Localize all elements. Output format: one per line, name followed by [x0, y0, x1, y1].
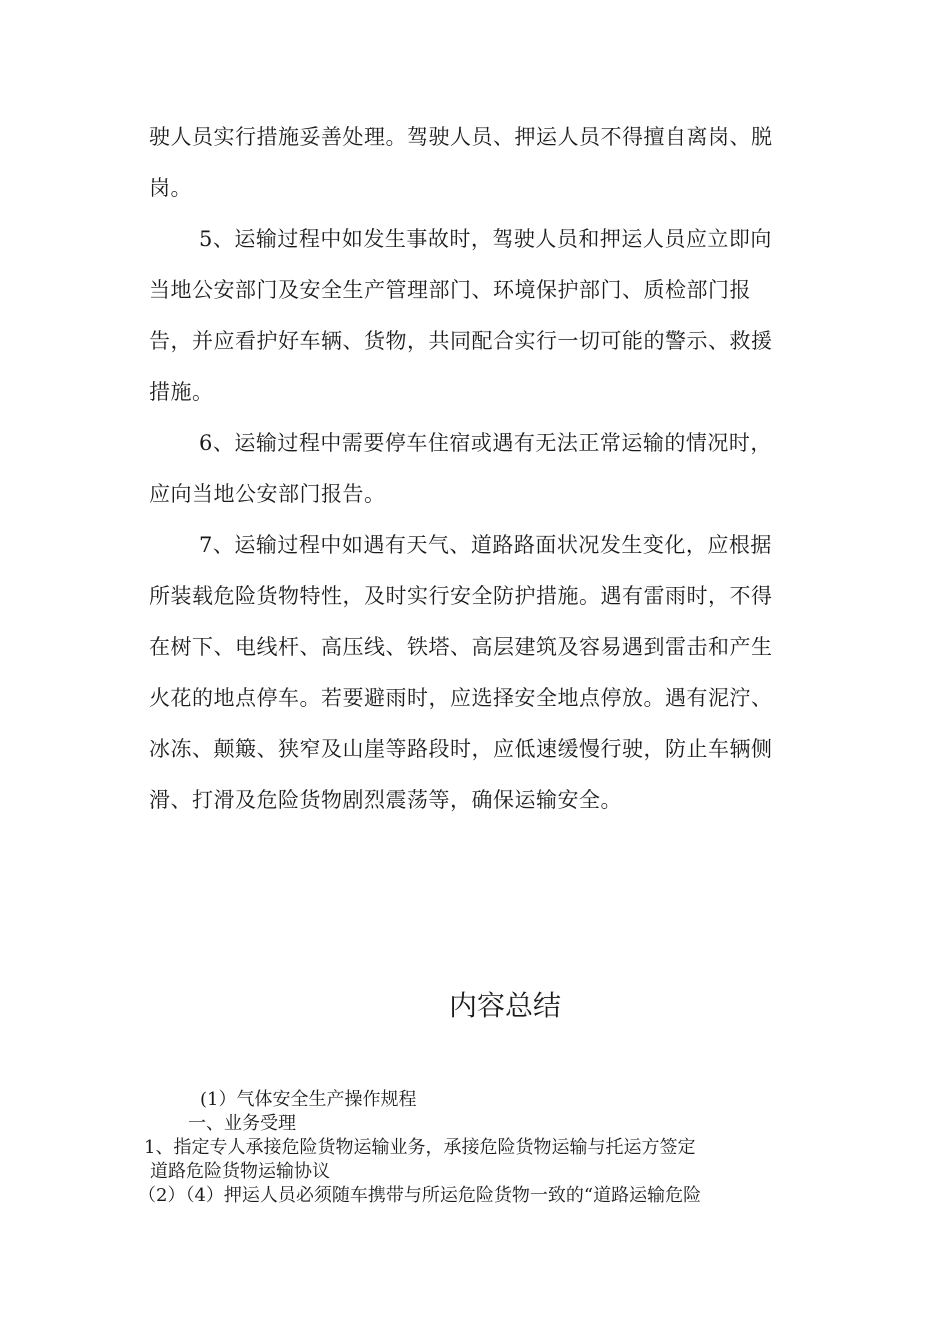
- summary-block: [138, 1088, 818, 1208]
- text-line: 驶人员实行措施妥善处理。驾驶人员、押运人员不得擅自离岗、脱: [149, 125, 773, 149]
- paragraph-3: [149, 418, 809, 520]
- summary-line: 道路危险货物运输协议: [150, 1161, 330, 1182]
- paragraph-1: [149, 112, 809, 214]
- summary-line: 1、指定专人承接危险货物运输业务，承接危险货物运输与托运方签定: [144, 1137, 696, 1158]
- text-line: 7、运输过程中如遇有天气、道路路面状况发生变化，应根据: [199, 533, 772, 557]
- summary-line: 一、业务受理: [188, 1113, 296, 1134]
- summary-line: （2）（4）押运人员必须随车携带与所运危险货物一致的“道路运输危险: [138, 1185, 702, 1206]
- text-line: 6、运输过程中需要停车住宿或遇有无法正常运输的情况时，: [199, 431, 772, 455]
- text-line: 告，并应看护好车辆、货物，共同配合实行一切可能的警示、救援: [149, 329, 773, 353]
- text-line: 在树下、电线杆、高压线、铁塔、高层建筑及容易遇到雷击和产生: [149, 635, 773, 659]
- text-line: 所装载危险货物特性，及时实行安全防护措施。遇有雷雨时，不得: [149, 584, 773, 608]
- text-line: 措施。: [149, 380, 214, 404]
- text-line: 冰冻、颠簸、狭窄及山崖等路段时，应低速缓慢行驶，防止车辆侧: [149, 737, 773, 761]
- paragraph-2: [149, 214, 809, 418]
- body-text: [149, 112, 809, 826]
- summary-title: 内容总结: [448, 989, 561, 1022]
- text-line: 应向当地公安部门报告。: [149, 482, 386, 506]
- text-line: 火花的地点停车。若要避雨时，应选择安全地点停放。遇有泥泞、: [149, 686, 773, 710]
- text-line: 5、运输过程中如发生事故时，驾驶人员和押运人员应立即向: [199, 227, 772, 251]
- text-line: 滑、打滑及危险货物剧烈震荡等，确保运输安全。: [149, 788, 622, 812]
- summary-line: (1）气体安全生产操作规程: [200, 1089, 417, 1110]
- text-line: 岗。: [149, 176, 192, 200]
- text-line: 当地公安部门及安全生产管理部门、环境保护部门、质检部门报: [149, 278, 751, 302]
- paragraph-4: [149, 520, 809, 826]
